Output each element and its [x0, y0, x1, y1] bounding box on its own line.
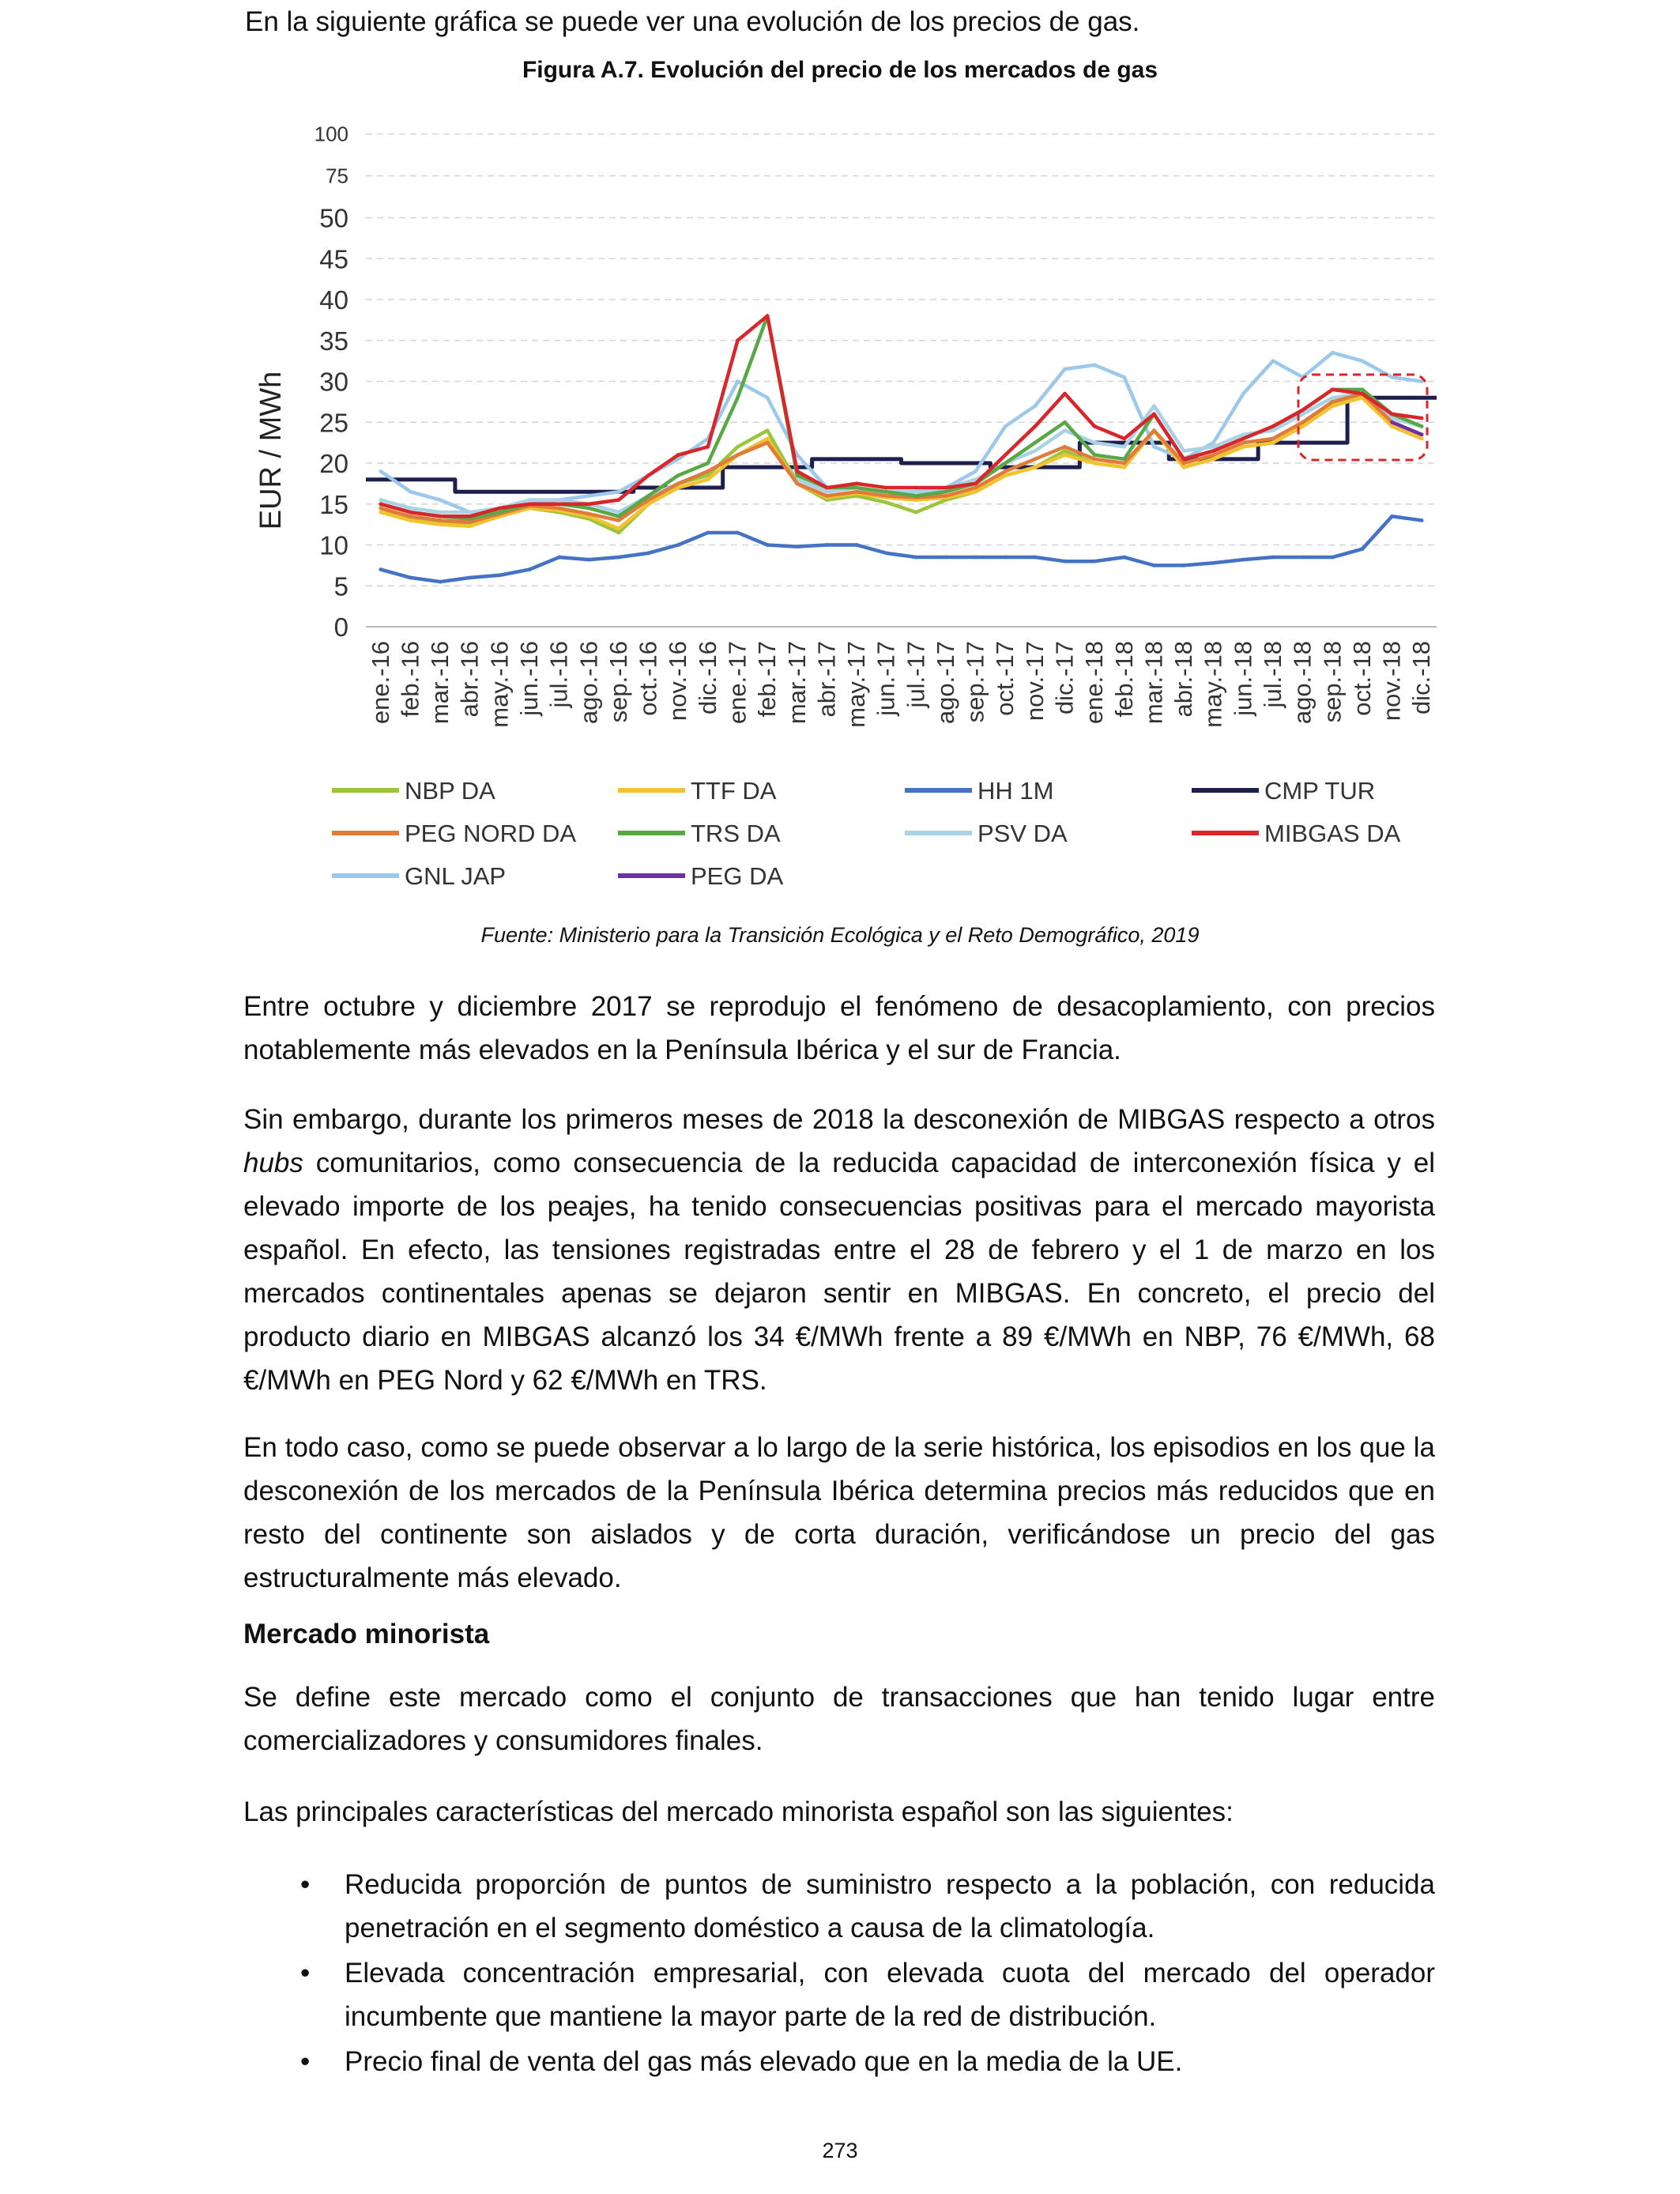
x-tick-label: ene.-18: [1080, 641, 1109, 725]
data-point: [1241, 437, 1245, 441]
data-point: [1182, 449, 1186, 453]
data-point: [1033, 457, 1037, 461]
x-tick-label: ene.-16: [366, 641, 394, 725]
data-point: [1063, 392, 1067, 396]
legend-label: CMP TUR: [1264, 777, 1376, 805]
data-point: [439, 580, 443, 584]
x-tick-label: abr.-18: [1170, 641, 1198, 718]
data-point: [409, 507, 412, 511]
data-point: [1033, 424, 1037, 428]
x-tick-label: nov.-17: [1020, 641, 1049, 722]
data-point: [617, 515, 621, 518]
data-point: [944, 556, 948, 560]
x-tick-label: mar.-16: [426, 641, 454, 725]
data-point: [736, 445, 740, 449]
data-point: [646, 473, 650, 477]
legend-label: GNL JAP: [405, 862, 507, 890]
data-point: [766, 543, 770, 547]
data-point: [736, 396, 740, 400]
data-point: [1301, 408, 1305, 412]
chart-legend: [332, 777, 1401, 890]
bullet-text: Elevada concentración empresarial, con elevada cuota del mercado del operador incumbente que mantiene la mayor parte de la red de distribución.: [345, 1958, 1435, 2032]
data-point: [1331, 351, 1335, 355]
data-point: [1152, 428, 1156, 432]
data-point: [1182, 564, 1186, 567]
legend-label: MIBGAS DA: [1264, 820, 1401, 847]
data-point: [557, 498, 561, 502]
data-point: [557, 507, 561, 511]
data-point: [1122, 462, 1126, 466]
y-tick-label: 0: [333, 613, 348, 642]
data-point: [1122, 457, 1126, 461]
data-point: [409, 515, 412, 518]
x-tick-label: sep.-18: [1318, 641, 1347, 723]
data-point: [587, 494, 591, 498]
data-point: [706, 477, 710, 481]
data-point: [1390, 420, 1394, 424]
x-tick-label: may.-17: [842, 641, 871, 728]
data-point: [1331, 556, 1335, 560]
y-tick-label: 50: [319, 203, 348, 233]
data-point: [557, 502, 561, 506]
x-tick-label: may.-16: [485, 641, 514, 728]
data-point: [587, 502, 591, 506]
data-point: [1361, 359, 1365, 363]
data-point: [884, 551, 888, 555]
data-point: [1152, 404, 1156, 408]
data-point: [1063, 449, 1067, 453]
bullet-icon: •: [300, 1869, 311, 1900]
data-point: [1420, 518, 1424, 522]
data-point: [914, 486, 918, 490]
data-point: [736, 338, 740, 342]
x-tick-label: dic.-18: [1407, 641, 1436, 715]
data-point: [676, 486, 680, 490]
data-point: [795, 481, 799, 485]
section-heading: Mercado minorista: [243, 1619, 490, 1649]
data-point: [1211, 561, 1215, 565]
data-point: [855, 543, 859, 547]
paragraph-2-end: comunitarios, como consecuencia de la reducida capacidad de interconexión física y el elevado importe de los peajes, ha tenido consecuencias positivas para el mercado mayorista español. En efecto, las tensiones registradas entre el 28 de febrero y el 1 de marzo en los mercados continentales apenas se dejaron sentir en MIBGAS. En concreto, el precio del producto diario en MIBGAS alcanzó los 34 €/MWh frente a 89 €/MWh en NBP, 76 €/MWh, 68 €/MWh en PEG Nord y 62 €/MWh en TRS.: [243, 1148, 1435, 1396]
data-point: [884, 500, 888, 504]
data-point: [676, 453, 680, 457]
data-point: [706, 469, 710, 473]
data-point: [1063, 453, 1067, 457]
y-axis-ticks: [315, 123, 348, 643]
data-point: [1301, 556, 1305, 560]
data-point: [914, 511, 918, 515]
x-tick-label: abr.-16: [455, 641, 484, 718]
data-point: [1122, 437, 1126, 441]
data-point: [1063, 445, 1067, 449]
data-point: [1004, 462, 1008, 466]
data-point: [617, 526, 621, 530]
data-point: [884, 490, 888, 494]
data-point: [1420, 424, 1424, 428]
data-point: [1004, 424, 1008, 428]
x-tick-label: jul.-17: [902, 641, 930, 708]
chart-series-lines: [366, 314, 1437, 583]
data-point: [676, 481, 680, 485]
data-point: [528, 502, 532, 506]
data-point: [646, 494, 650, 498]
x-tick-label: oct.-17: [991, 641, 1019, 716]
data-point: [1390, 515, 1394, 518]
data-point: [1331, 387, 1335, 391]
list-item: [243, 1863, 1435, 1950]
data-point: [1033, 404, 1037, 408]
data-point: [1241, 392, 1245, 396]
y-tick-label: 5: [333, 571, 348, 601]
data-point: [439, 498, 443, 502]
x-tick-label: jun.-18: [1229, 641, 1257, 716]
data-point: [974, 490, 977, 494]
data-point: [1093, 424, 1097, 428]
data-point: [1033, 466, 1037, 469]
paragraph-1: Entre octubre y diciembre 2017 se reprodujo el fenómeno de desacoplamiento, con precios notablemente más elevados en la Península Ibérica y el sur de Francia.: [243, 991, 1435, 1065]
data-point: [587, 558, 591, 562]
data-point: [706, 462, 710, 466]
data-point: [974, 469, 977, 473]
data-point: [617, 518, 621, 522]
data-point: [528, 567, 532, 571]
data-point: [974, 486, 977, 490]
data-point: [944, 486, 948, 490]
x-tick-label: ago.-16: [574, 641, 603, 725]
y-tick-label: 15: [319, 489, 348, 519]
data-point: [1271, 556, 1275, 560]
x-tick-label: feb.-16: [396, 641, 424, 718]
minorista-paragraph-2: Las principales características del mercado minorista español son las siguientes:: [243, 1796, 1234, 1827]
data-point: [766, 396, 770, 400]
data-point: [706, 531, 710, 535]
y-tick-label: 100: [314, 122, 348, 146]
data-point: [1241, 432, 1245, 436]
data-point: [766, 437, 770, 441]
bullet-text: Reducida proporción de puntos de suministro respecto a la población, con reducida penetración en el segmento doméstico a causa de la climatología.: [345, 1869, 1435, 1943]
data-point: [468, 515, 472, 518]
data-point: [528, 498, 532, 502]
data-point: [468, 520, 472, 524]
data-point: [439, 518, 443, 522]
intro-text: En la siguiente gráfica se puede ver una evolución de los precios de gas.: [245, 6, 1140, 37]
data-point: [1093, 560, 1097, 564]
data-point: [884, 494, 888, 498]
page-number: 273: [822, 2139, 858, 2162]
data-point: [1122, 375, 1126, 379]
data-point: [1063, 420, 1067, 424]
data-point: [825, 486, 829, 490]
data-point: [1420, 437, 1424, 441]
data-point: [379, 469, 382, 473]
legend-label: PSV DA: [977, 820, 1068, 847]
x-tick-label: jul.-16: [544, 641, 573, 708]
data-point: [379, 502, 382, 506]
data-point: [1004, 473, 1008, 477]
data-point: [498, 507, 502, 511]
data-point: [439, 511, 443, 515]
data-point: [617, 556, 621, 560]
data-point: [1331, 396, 1335, 400]
data-point: [974, 481, 977, 485]
data-point: [1033, 441, 1037, 445]
data-point: [1182, 457, 1186, 461]
x-tick-label: jun.-16: [515, 641, 544, 716]
data-point: [1361, 392, 1365, 396]
data-point: [468, 524, 472, 528]
y-tick-label: 35: [319, 326, 348, 356]
data-point: [736, 531, 740, 535]
data-point: [1211, 445, 1215, 449]
data-point: [1093, 462, 1097, 466]
data-point: [587, 507, 591, 511]
y-axis-label: EUR / MWh: [254, 371, 288, 530]
data-point: [1211, 441, 1215, 445]
x-tick-label: nov.-16: [664, 641, 692, 722]
bullet-icon: •: [300, 1958, 311, 1989]
data-point: [884, 486, 888, 490]
y-tick-label: 10: [319, 530, 348, 560]
data-point: [379, 511, 382, 515]
minorista-paragraph-1: Se define este mercado como el conjunto de transacciones que han tenido lugar entre comercializadores y consumidores finales.: [243, 1682, 1435, 1756]
data-point: [1331, 400, 1335, 404]
y-tick-label: 75: [326, 164, 348, 188]
data-point: [439, 515, 443, 518]
x-axis-ticks: [367, 641, 1435, 728]
x-tick-label: abr.-17: [812, 641, 841, 718]
data-point: [1420, 417, 1424, 420]
legend-label: TTF DA: [691, 777, 777, 805]
data-point: [766, 428, 770, 432]
data-point: [795, 545, 799, 548]
data-point: [1241, 441, 1245, 445]
data-point: [1182, 466, 1186, 469]
data-point: [974, 556, 977, 560]
data-point: [379, 507, 382, 511]
data-point: [1033, 449, 1037, 453]
data-point: [409, 490, 412, 494]
data-point: [1063, 428, 1067, 432]
data-point: [825, 494, 829, 498]
series-line: [366, 398, 1437, 492]
data-point: [1420, 432, 1424, 436]
chart-gridlines: [366, 134, 1437, 628]
data-point: [409, 511, 412, 515]
y-tick-label: 45: [319, 244, 348, 274]
x-tick-label: sep.-17: [961, 640, 989, 723]
x-tick-label: sep.-16: [604, 641, 632, 723]
data-point: [1093, 457, 1097, 461]
y-tick-label: 25: [319, 408, 348, 438]
bullet-text: Precio final de venta del gas más elevado que en la media de la UE.: [345, 2046, 1183, 2077]
legend-label: TRS DA: [691, 820, 781, 847]
paragraph-2-start: Sin embargo, durante los primeros meses de 2018 la desconexión de MIBGAS respecto a otros: [243, 1104, 1435, 1135]
data-point: [409, 576, 412, 580]
data-point: [379, 498, 382, 502]
x-tick-label: jun.-17: [872, 641, 900, 716]
data-point: [1390, 375, 1394, 379]
data-point: [409, 518, 412, 522]
data-point: [1093, 363, 1097, 367]
data-point: [1182, 462, 1186, 466]
x-tick-label: feb.-17: [753, 641, 782, 718]
legend-label: NBP DA: [405, 777, 495, 805]
legend-label: PEG NORD DA: [405, 820, 577, 847]
data-point: [468, 576, 472, 580]
data-point: [1301, 420, 1305, 424]
data-point: [766, 314, 770, 318]
data-point: [498, 573, 502, 577]
series-line: [381, 516, 1422, 582]
y-tick-label: 30: [319, 367, 348, 397]
data-point: [617, 498, 621, 502]
gas-price-chart: [237, 111, 1454, 909]
x-tick-label: mar.-18: [1139, 641, 1168, 725]
paragraph-2: [243, 1098, 1435, 1402]
data-point: [587, 512, 591, 516]
data-point: [736, 453, 740, 457]
data-point: [1271, 437, 1275, 441]
data-point: [1033, 556, 1037, 560]
series-line: [381, 316, 1422, 517]
data-point: [1271, 424, 1275, 428]
data-point: [1004, 469, 1008, 473]
data-point: [1211, 453, 1215, 457]
data-point: [825, 543, 829, 547]
data-point: [766, 441, 770, 445]
figure-title: Figura A.7. Evolución del precio de los mercados de gas: [522, 57, 1158, 83]
data-point: [1271, 359, 1275, 363]
x-tick-label: dic.-17: [1050, 641, 1079, 715]
x-tick-label: ene.-17: [723, 641, 751, 725]
data-point: [1271, 428, 1275, 432]
data-point: [855, 481, 859, 485]
data-point: [676, 473, 680, 477]
x-tick-label: mar.-17: [782, 641, 811, 725]
data-point: [1152, 564, 1156, 567]
data-point: [468, 511, 472, 515]
data-point: [825, 490, 829, 494]
data-point: [1004, 453, 1008, 457]
x-tick-label: oct.-16: [634, 641, 662, 716]
data-point: [617, 490, 621, 494]
data-point: [1063, 560, 1067, 564]
data-point: [1390, 413, 1394, 417]
x-tick-label: dic.-16: [693, 641, 721, 715]
data-point: [1301, 413, 1305, 417]
data-point: [1361, 387, 1365, 391]
data-point: [855, 490, 859, 494]
data-point: [646, 551, 650, 555]
data-point: [617, 531, 621, 535]
data-point: [1122, 445, 1126, 449]
x-tick-label: may.-18: [1199, 641, 1227, 728]
data-point: [379, 567, 382, 571]
list-item: [243, 2040, 1435, 2083]
data-point: [914, 556, 918, 560]
x-tick-label: feb.-18: [1109, 641, 1138, 718]
data-point: [944, 494, 948, 498]
data-point: [1122, 466, 1126, 469]
paragraph-3: En todo caso, como se puede observar a lo largo de la serie histórica, los episodios en los que la desconexión de los mercados de la Península Ibérica determina precios más reducidos que en resto del continente son aislados y de corta duración, verificándose un precio del gas estructuralmente más elevado.: [243, 1432, 1435, 1593]
data-point: [795, 469, 799, 473]
data-point: [439, 522, 443, 526]
data-point: [1152, 445, 1156, 449]
data-point: [855, 486, 859, 490]
data-point: [706, 445, 710, 449]
data-point: [1093, 441, 1097, 445]
data-point: [557, 556, 561, 560]
bullet-list: [243, 1863, 1435, 2085]
data-point: [1063, 368, 1067, 371]
list-item: [243, 1951, 1435, 2038]
data-point: [1211, 449, 1215, 453]
data-point: [1122, 556, 1126, 560]
data-point: [1093, 453, 1097, 457]
x-tick-label: nov.-18: [1377, 641, 1406, 722]
paragraph-2-italic: hubs: [243, 1148, 303, 1178]
legend-label: PEG DA: [691, 862, 784, 890]
data-point: [914, 494, 918, 498]
y-tick-label: 20: [319, 449, 348, 478]
data-point: [498, 511, 502, 515]
data-point: [1241, 445, 1245, 449]
y-tick-label: 40: [319, 285, 348, 315]
data-point: [1271, 441, 1275, 445]
data-point: [1241, 558, 1245, 562]
x-tick-label: jul.-18: [1258, 641, 1286, 708]
data-point: [1361, 547, 1365, 551]
data-point: [1211, 457, 1215, 461]
x-tick-label: oct.-18: [1347, 641, 1376, 716]
data-point: [1004, 556, 1008, 560]
legend-label: HH 1M: [977, 777, 1054, 805]
figure-source: Fuente: Ministerio para la Transición Ecológica y el Reto Demográfico, 2019: [480, 923, 1200, 947]
data-point: [676, 543, 680, 547]
data-point: [944, 490, 948, 494]
x-tick-label: ago.-18: [1288, 641, 1317, 725]
data-point: [1152, 413, 1156, 417]
data-point: [1301, 424, 1305, 428]
data-point: [795, 473, 799, 477]
data-point: [1390, 424, 1394, 428]
data-point: [914, 490, 918, 494]
data-point: [736, 379, 740, 383]
bullet-icon: •: [300, 2046, 311, 2077]
x-tick-label: ago.-17: [931, 641, 959, 725]
